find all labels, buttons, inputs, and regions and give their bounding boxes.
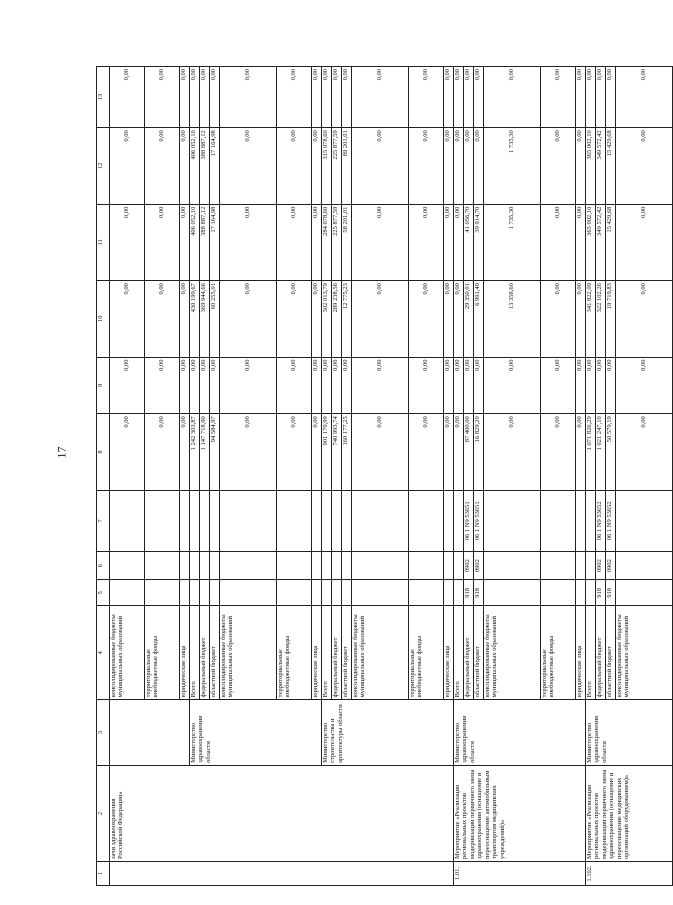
budget-code-cell [352, 551, 409, 579]
amount-cell: 12 775,23 [342, 281, 352, 357]
amount-cell: 0,00 [454, 204, 464, 280]
amount-cell: 0,00 [190, 357, 200, 414]
amount-cell: 0,00 [409, 128, 444, 204]
column-number-12: 12 [97, 128, 110, 204]
funding-source: консолидированные бюджеты муниципальных образований [110, 606, 145, 700]
budget-code-cell [586, 490, 596, 551]
budget-code-cell [190, 490, 200, 551]
budget-code-cell [312, 490, 322, 551]
amount-cell: 0,00 [145, 281, 180, 357]
amount-cell: 0,00 [180, 414, 190, 490]
funding-source: консолидированные бюджеты муниципальных образований [220, 606, 277, 700]
amount-cell: 0,00 [277, 204, 312, 280]
amount-cell: 0,00 [576, 357, 586, 414]
amount-cell: 1 735,30 [484, 204, 541, 280]
amount-cell: 0,00 [110, 128, 145, 204]
amount-cell: 1 735,30 [484, 128, 541, 204]
budget-code-cell: 918 [464, 580, 474, 606]
budget-code-cell [180, 551, 190, 579]
amount-cell: 0,00 [616, 357, 673, 414]
column-number-4: 4 [97, 606, 110, 700]
budget-code-cell [220, 580, 277, 606]
amount-cell: 0,00 [312, 414, 322, 490]
amount-cell: 0,00 [277, 357, 312, 414]
funding-source: территориальные внебюджетные фонды [409, 606, 444, 700]
budget-code-cell [409, 490, 444, 551]
budget-code-cell [576, 551, 586, 579]
budget-code-cell [342, 551, 352, 579]
budget-code-cell [220, 490, 277, 551]
funding-source: областной бюджет [606, 606, 616, 700]
amount-cell: 0,00 [312, 128, 322, 204]
column-number-9: 9 [97, 357, 110, 414]
amount-cell: 13 358,60 [484, 281, 541, 357]
budget-code-cell [616, 551, 673, 579]
amount-cell: 406 052,10 [190, 128, 200, 204]
budget-code-cell [180, 580, 190, 606]
amount-cell: 0,00 [352, 357, 409, 414]
budget-code-cell: 06 1 N9 53652 [606, 490, 616, 551]
amount-cell: 0,00 [220, 204, 277, 280]
budget-code-cell [444, 490, 454, 551]
budget-code-cell [541, 551, 576, 579]
amount-cell: 0,00 [110, 67, 145, 128]
funding-source: Всего [454, 606, 464, 700]
amount-cell: 39 914,70 [474, 204, 484, 280]
table-header [97, 67, 110, 886]
amount-cell: 0,00 [352, 204, 409, 280]
amount-cell: 15 429,68 [606, 128, 616, 204]
amount-cell: 0,00 [352, 281, 409, 357]
amount-cell: 341 822,09 [586, 281, 596, 357]
amount-cell: 1 147 718,90 [200, 414, 210, 490]
funding-source: Всего [586, 606, 596, 700]
amount-cell: 0,00 [576, 414, 586, 490]
amount-cell: 0,00 [180, 128, 190, 204]
table-row [454, 67, 464, 886]
funding-source: юридические лица [444, 606, 454, 700]
table-row [586, 67, 596, 886]
column-number-7: 7 [97, 490, 110, 551]
amount-cell: 388 887,12 [200, 128, 210, 204]
budget-code-cell [409, 551, 444, 579]
amount-cell: 0,00 [220, 67, 277, 128]
amount-cell: 0,00 [210, 67, 220, 128]
amount-cell: 1 242 303,87 [190, 414, 200, 490]
amount-cell: 365 002,10 [586, 204, 596, 280]
funding-source: консолидированные бюджеты муниципальных образований [484, 606, 541, 700]
responsible-executor: Министерство здравоохранения области [190, 700, 322, 766]
measure-name: Мероприятие «Реализация региональных проектов модернизации первичного звена здравоохранения (оснащение и переоснащение медицинских организаций оборудованием)» [586, 765, 673, 861]
budget-code-cell [444, 551, 454, 579]
amount-cell: 6 991,40 [474, 281, 484, 357]
funding-source: федеральный бюджет [596, 606, 606, 700]
amount-cell: 0,00 [342, 357, 352, 414]
amount-cell: 0,00 [210, 357, 220, 414]
budget-code-cell: 06 1 N9 53651 [464, 490, 474, 551]
budget-code-cell [322, 490, 332, 551]
amount-cell: 0,00 [474, 357, 484, 414]
column-number-5: 5 [97, 580, 110, 606]
funding-source: территориальные внебюджетные фонды [145, 606, 180, 700]
amount-cell: 0,00 [180, 357, 190, 414]
amount-cell: 0,00 [145, 128, 180, 204]
column-number-6: 6 [97, 551, 110, 579]
table-row [190, 67, 200, 886]
funding-source: Всего [190, 606, 200, 700]
amount-cell: 315 078,60 [322, 128, 332, 204]
budget-code-cell [454, 490, 464, 551]
amount-cell: 16 829,20 [474, 414, 484, 490]
funding-source: областной бюджет [474, 606, 484, 700]
budget-code-cell [586, 580, 596, 606]
budget-code-cell [145, 490, 180, 551]
budget-code-cell [444, 580, 454, 606]
amount-cell: 0,00 [145, 67, 180, 128]
amount-cell: 0,00 [454, 281, 464, 357]
budget-code-cell [277, 551, 312, 579]
amount-cell: 0,00 [454, 414, 464, 490]
responsible-executor: Министерство здравоохранения области [454, 700, 586, 766]
amount-cell: 349 572,42 [596, 204, 606, 280]
budget-code-cell [342, 580, 352, 606]
budget-code-cell [200, 551, 210, 579]
budget-code-cell [110, 490, 145, 551]
amount-cell: 1 021 247,10 [596, 414, 606, 490]
amount-cell: 0,00 [616, 281, 673, 357]
amount-cell: 0,00 [484, 414, 541, 490]
budget-code-cell [541, 580, 576, 606]
table-body [110, 67, 673, 886]
budget-code-cell [342, 490, 352, 551]
amount-cell: 0,00 [474, 67, 484, 128]
budget-code-cell [220, 551, 277, 579]
budget-code-cell: 06 1 N9 53652 [596, 490, 606, 551]
amount-cell: 0,00 [541, 67, 576, 128]
amount-cell: 0,00 [352, 128, 409, 204]
amount-cell: 0,00 [312, 204, 322, 280]
budget-code-cell [200, 490, 210, 551]
amount-cell: 0,00 [444, 67, 454, 128]
header-row [97, 67, 110, 886]
amount-cell: 0,00 [110, 357, 145, 414]
amount-cell: 0,00 [200, 357, 210, 414]
budget-code-cell: 0902 [464, 551, 474, 579]
funding-source: юридические лица [180, 606, 190, 700]
amount-cell: 0,00 [220, 281, 277, 357]
amount-cell: 225 877,59 [332, 128, 342, 204]
budget-code-cell [616, 490, 673, 551]
funding-source: консолидированные бюджеты муниципальных образований [616, 606, 673, 700]
amount-cell: 1 071 826,29 [586, 414, 596, 490]
amount-cell: 0,00 [444, 414, 454, 490]
amount-cell: 19 719,83 [606, 281, 616, 357]
budget-code-cell [454, 551, 464, 579]
column-number-10: 10 [97, 281, 110, 357]
amount-cell: 160 177,25 [342, 414, 352, 490]
funding-source: областной бюджет [210, 606, 220, 700]
page-number: 17 [54, 446, 69, 459]
amount-cell: 0,00 [277, 281, 312, 357]
rotated-table-holder [96, 66, 648, 886]
budget-code-cell [454, 580, 464, 606]
column-number-13: 13 [97, 67, 110, 128]
amount-cell: 0,00 [444, 357, 454, 414]
budget-code-cell: 918 [474, 580, 484, 606]
amount-cell: 0,00 [616, 128, 673, 204]
amount-cell: 365 002,10 [586, 128, 596, 204]
column-number-1: 1 [97, 861, 110, 885]
budget-code-cell [210, 490, 220, 551]
amount-cell: 0,00 [332, 67, 342, 128]
amount-cell: 284 078,60 [322, 204, 332, 280]
budget-code-cell: 918 [606, 580, 616, 606]
amount-cell: 87 400,00 [464, 414, 474, 490]
amount-cell: 349 572,42 [596, 128, 606, 204]
amount-cell: 0,00 [220, 357, 277, 414]
amount-cell: 0,00 [596, 357, 606, 414]
amount-cell: 41 056,70 [464, 204, 474, 280]
budget-code-cell [541, 490, 576, 551]
funding-source: федеральный бюджет [200, 606, 210, 700]
funding-source: юридические лица [576, 606, 586, 700]
amount-cell: 58 201,01 [342, 204, 352, 280]
amount-cell: 901 170,99 [322, 414, 332, 490]
budget-code-cell [180, 490, 190, 551]
amount-cell: 0,00 [616, 204, 673, 280]
budget-code-cell [586, 551, 596, 579]
amount-cell: 0,00 [342, 67, 352, 128]
amount-cell: 0,00 [322, 357, 332, 414]
amount-cell: 0,00 [190, 67, 200, 128]
column-number-2: 2 [97, 765, 110, 861]
funding-source: областной бюджет [342, 606, 352, 700]
amount-cell: 0,00 [454, 67, 464, 128]
amount-cell: 740 993,74 [332, 414, 342, 490]
funding-source: консолидированные бюджеты муниципальных образований [352, 606, 409, 700]
amount-cell: 0,00 [464, 128, 474, 204]
amount-cell: 0,00 [484, 357, 541, 414]
amount-cell: 29 350,01 [464, 281, 474, 357]
amount-cell: 0,00 [352, 414, 409, 490]
budget-code-cell [576, 580, 586, 606]
amount-cell: 0,00 [444, 281, 454, 357]
budget-code-cell [484, 580, 541, 606]
budget-code-cell [616, 580, 673, 606]
table-row [322, 67, 332, 886]
amount-cell: 0,00 [220, 128, 277, 204]
row-code: 1.102. [586, 861, 673, 885]
row-code: 1.01. [454, 861, 586, 885]
responsible-executor: Министерство строительства и архитектуры области [322, 700, 454, 766]
amount-cell: 0,00 [484, 67, 541, 128]
amount-cell: 0,00 [409, 357, 444, 414]
amount-cell: 0,00 [606, 357, 616, 414]
amount-cell: 0,00 [277, 414, 312, 490]
measure-name: Мероприятие «Реализация региональных проектов модернизации первичного звена здравоохранения (оснащение и переоснащение автомобильным транспортом медицинских учреждений)» [454, 765, 586, 861]
budget-code-cell [322, 551, 332, 579]
amount-cell: 89 201,01 [342, 128, 352, 204]
amount-cell: 289 238,56 [332, 281, 342, 357]
amount-cell: 0,00 [541, 281, 576, 357]
funding-source: Всего [322, 606, 332, 700]
amount-cell: 406 052,10 [190, 204, 200, 280]
amount-cell: 0,00 [464, 357, 474, 414]
budget-code-cell [409, 580, 444, 606]
amount-cell: 0,00 [576, 128, 586, 204]
amount-cell: 0,00 [110, 414, 145, 490]
amount-cell: 0,00 [576, 204, 586, 280]
amount-cell: 302 013,79 [322, 281, 332, 357]
amount-cell: 0,00 [332, 357, 342, 414]
budget-code-cell [210, 551, 220, 579]
amount-cell: 0,00 [312, 67, 322, 128]
table-row [110, 67, 145, 886]
amount-cell: 0,00 [576, 67, 586, 128]
budget-code-cell [484, 551, 541, 579]
amount-cell: 0,00 [409, 67, 444, 128]
amount-cell: 0,00 [606, 67, 616, 128]
funding-source: федеральный бюджет [332, 606, 342, 700]
budget-code-cell [277, 580, 312, 606]
amount-cell: 0,00 [409, 281, 444, 357]
amount-cell: 17 164,98 [210, 204, 220, 280]
amount-cell: 369 944,66 [200, 281, 210, 357]
amount-cell: 0,00 [180, 281, 190, 357]
amount-cell: 0,00 [277, 67, 312, 128]
budget-code-cell: 918 [596, 580, 606, 606]
budget-code-cell [332, 551, 342, 579]
funding-source: федеральный бюджет [464, 606, 474, 700]
amount-cell: 0,00 [474, 128, 484, 204]
column-number-8: 8 [97, 414, 110, 490]
budget-code-cell [110, 551, 145, 579]
budget-code-cell [145, 580, 180, 606]
budget-code-cell: 0902 [474, 551, 484, 579]
amount-cell: 0,00 [180, 67, 190, 128]
budget-code-cell [145, 551, 180, 579]
amount-cell: 0,00 [616, 414, 673, 490]
amount-cell: 0,00 [409, 204, 444, 280]
amount-cell: 0,00 [541, 357, 576, 414]
amount-cell: 0,00 [145, 357, 180, 414]
amount-cell: 0,00 [586, 67, 596, 128]
amount-cell: 0,00 [541, 204, 576, 280]
amount-cell: 15 429,68 [606, 204, 616, 280]
amount-cell: 0,00 [444, 128, 454, 204]
amount-cell: 0,00 [454, 357, 464, 414]
responsible-executor: Министерство здравоохранения области [586, 700, 673, 766]
funding-source: территориальные внебюджетные фонды [541, 606, 576, 700]
budget-code-cell [190, 551, 200, 579]
amount-cell: 0,00 [312, 281, 322, 357]
amount-cell: 94 584,97 [210, 414, 220, 490]
budget-code-cell [312, 580, 322, 606]
amount-cell: 0,00 [352, 67, 409, 128]
budget-code-cell [352, 580, 409, 606]
column-number-11: 11 [97, 204, 110, 280]
amount-cell: 0,00 [200, 67, 210, 128]
amount-cell: 0,00 [586, 357, 596, 414]
column-number-3: 3 [97, 700, 110, 766]
amount-cell: 322 102,26 [596, 281, 606, 357]
budget-code-cell [352, 490, 409, 551]
budget-code-cell [277, 490, 312, 551]
amount-cell: 430 199,67 [190, 281, 200, 357]
funding-source: территориальные внебюджетные фонды [277, 606, 312, 700]
budget-code-cell [576, 490, 586, 551]
budget-code-cell: 06 1 N9 53651 [474, 490, 484, 551]
amount-cell: 0,00 [312, 357, 322, 414]
row-code [110, 861, 454, 885]
budget-code-cell [484, 490, 541, 551]
amount-cell: 0,00 [277, 128, 312, 204]
amount-cell: 225 877,59 [332, 204, 342, 280]
budget-code-cell [332, 490, 342, 551]
amount-cell: 0,00 [454, 128, 464, 204]
amount-cell: 0,00 [616, 67, 673, 128]
amount-cell: 0,00 [444, 204, 454, 280]
amount-cell: 50 579,19 [606, 414, 616, 490]
amount-cell: 0,00 [145, 204, 180, 280]
amount-cell: 388 887,12 [200, 204, 210, 280]
budget-code-cell [200, 580, 210, 606]
amount-cell: 0,00 [464, 67, 474, 128]
budget-code-cell [110, 580, 145, 606]
amount-cell: 0,00 [541, 414, 576, 490]
funding-source: юридические лица [312, 606, 322, 700]
amount-cell: 0,00 [180, 204, 190, 280]
budget-code-cell: 0902 [606, 551, 616, 579]
amount-cell: 0,00 [110, 204, 145, 280]
amount-cell: 0,00 [220, 414, 277, 490]
budget-code-cell [322, 580, 332, 606]
amount-cell: 0,00 [541, 128, 576, 204]
amount-cell: 0,00 [596, 67, 606, 128]
budget-table [96, 66, 673, 886]
amount-cell: 0,00 [409, 414, 444, 490]
amount-cell: 0,00 [576, 281, 586, 357]
amount-cell: 17 164,98 [210, 128, 220, 204]
amount-cell: 0,00 [322, 67, 332, 128]
amount-cell: 60 255,01 [210, 281, 220, 357]
budget-code-cell [332, 580, 342, 606]
amount-cell: 0,00 [110, 281, 145, 357]
measure-name: зачи здравоохранения Российской Федерации» [110, 765, 454, 861]
budget-code-cell: 0902 [596, 551, 606, 579]
budget-code-cell [190, 580, 200, 606]
budget-code-cell [210, 580, 220, 606]
amount-cell: 0,00 [145, 414, 180, 490]
budget-code-cell [312, 551, 322, 579]
responsible-executor [110, 700, 190, 766]
rotated-table-area [96, 66, 648, 886]
